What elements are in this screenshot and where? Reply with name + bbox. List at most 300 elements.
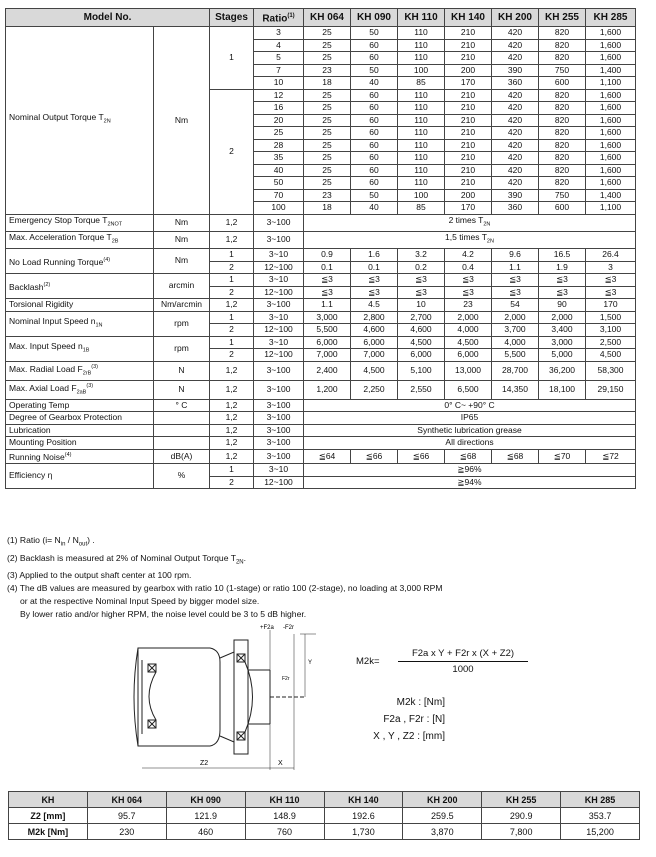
table-cell: 25 (304, 52, 351, 65)
table-cell: 210 (445, 102, 492, 115)
footnote-4: (4) The dB values are measured by gearbox with ratio 10 (1-stage) or ratio 100 (2-stage), no loading at 3,000 RPM (7, 583, 443, 594)
table-cell: 35 (254, 152, 304, 165)
table-cell: 1,600 (586, 152, 636, 165)
table-cell: 12~100 (254, 324, 304, 337)
footnote-2: (2) Backlash is measured at 2% of Nominal Output Torque $T_{2N}$. (7, 552, 247, 566)
table-cell: 2 (210, 261, 254, 274)
z2-cell: 121.9 (166, 808, 245, 824)
table-cell: 1.6 (351, 249, 398, 262)
backlash-row (6, 274, 636, 287)
table-cell: 25 (304, 89, 351, 102)
footnotes (7, 534, 443, 621)
table-cell: 1 (210, 311, 254, 324)
table-cell: 420 (492, 89, 539, 102)
ratio-cell: 3~100 (254, 424, 304, 437)
table-cell: 4,600 (398, 324, 445, 337)
table-cell: ≦66 (351, 449, 398, 463)
table-cell: 3~10 (254, 311, 304, 324)
unit-cell: ° C (154, 399, 210, 412)
z2-cell: Z2 [mm] (9, 808, 88, 824)
m2k-cell: 7,800 (482, 824, 561, 840)
table-cell: 110 (398, 177, 445, 190)
m2k-cell: 230 (87, 824, 166, 840)
ratio-cell: 3~100 (254, 232, 304, 249)
table-cell: 820 (539, 152, 586, 165)
table-cell: 1,100 (586, 77, 636, 90)
table-cell: 110 (398, 52, 445, 65)
table-cell: ≦68 (445, 449, 492, 463)
stage-cell: 1 (210, 27, 254, 90)
table-cell: 85 (398, 202, 445, 215)
table-cell: 1,2 (210, 449, 254, 463)
table-cell: 3~100 (254, 361, 304, 380)
table-cell: 750 (539, 64, 586, 77)
table-cell: 60 (351, 52, 398, 65)
table-cell: ≦3 (445, 286, 492, 299)
table-cell: 820 (539, 39, 586, 52)
m2k-cell: M2k [Nm] (9, 824, 88, 840)
table-cell: 60 (351, 127, 398, 140)
unit-cell: Nm (154, 249, 210, 274)
table-cell: 2,800 (351, 311, 398, 324)
table-cell: 40 (254, 164, 304, 177)
table-cell: 14,350 (492, 380, 539, 399)
table-cell: 110 (398, 127, 445, 140)
table-cell: 1,600 (586, 127, 636, 140)
model-col: KH 140 (445, 9, 492, 27)
table-cell: 2,550 (398, 380, 445, 399)
row-label: Running Noise$^{(4)}$ (6, 449, 154, 463)
table-cell: ≦3 (492, 286, 539, 299)
table-cell: 25 (304, 102, 351, 115)
z2-cell: 259.5 (403, 808, 482, 824)
unit-cell: N (154, 380, 210, 399)
table-cell: 170 (586, 299, 636, 312)
mounting-row (6, 437, 636, 450)
table-cell: 2,500 (586, 336, 636, 349)
table-cell: ≦3 (492, 274, 539, 287)
table-cell: 18 (304, 202, 351, 215)
table-cell: 420 (492, 177, 539, 190)
table-cell: 110 (398, 114, 445, 127)
table-cell: 360 (492, 202, 539, 215)
ratio-cell: 3~100 (254, 214, 304, 231)
torsional-row (6, 299, 636, 312)
table-cell: 600 (539, 202, 586, 215)
table-cell: 60 (351, 89, 398, 102)
table-cell: 23 (304, 189, 351, 202)
model-col: KH 110 (398, 9, 445, 27)
table-cell: 1.1 (492, 261, 539, 274)
table-cell: 110 (398, 89, 445, 102)
value-cell: 2 times $T_{2N}$ (304, 214, 636, 231)
table-cell: 12~100 (254, 261, 304, 274)
table-cell: 4 (254, 39, 304, 52)
table-cell: 4,000 (445, 324, 492, 337)
value-cell: IP65 (304, 412, 636, 425)
table-cell: 25 (304, 139, 351, 152)
row-label: Nominal Output Torque $T_{2N}$ (6, 27, 154, 215)
table-cell: 28 (254, 139, 304, 152)
m2k-header-cell: KH 090 (166, 792, 245, 808)
unit-cell: Nm/arcmin (154, 299, 210, 312)
table-cell: 12 (254, 89, 304, 102)
table-cell: 12~100 (254, 349, 304, 362)
table-cell: 40 (351, 77, 398, 90)
table-cell: 5,100 (398, 361, 445, 380)
table-cell: 110 (398, 152, 445, 165)
z2-cell: 95.7 (87, 808, 166, 824)
z2-cell: 353.7 (561, 808, 640, 824)
table-cell: 420 (492, 152, 539, 165)
value-cell: ≧94% (304, 476, 636, 489)
x-label: X (278, 760, 283, 767)
table-cell: 420 (492, 52, 539, 65)
table-cell: 110 (398, 27, 445, 40)
noload-row (6, 249, 636, 262)
unit-cell: Nm (154, 214, 210, 231)
ratio-cell: 3~100 (254, 399, 304, 412)
unit-cell: arcmin (154, 274, 210, 299)
stages-header: Stages (210, 9, 254, 27)
table-cell: 2,700 (398, 311, 445, 324)
table-cell: 25 (304, 27, 351, 40)
formula-numerator: F2a x Y + F2r x (X + Z2) (398, 648, 528, 662)
table-cell: 6,000 (304, 336, 351, 349)
table-cell: 60 (351, 114, 398, 127)
table-cell: 1,400 (586, 189, 636, 202)
model-header: Model No. (6, 9, 210, 27)
m2k-table (8, 791, 640, 840)
table-cell: 25 (304, 164, 351, 177)
row-label: Nominal Input Speed $n_{1N}$ (6, 311, 154, 336)
table-cell: 50 (351, 189, 398, 202)
table-cell: 4,500 (398, 336, 445, 349)
table-cell: ≦70 (539, 449, 586, 463)
table-cell: 25 (304, 177, 351, 190)
table-cell: 210 (445, 139, 492, 152)
table-cell: 1,400 (586, 64, 636, 77)
table-cell: 58,300 (586, 361, 636, 380)
m2k-cell: 15,200 (561, 824, 640, 840)
emergency-row (6, 214, 636, 231)
table-cell: ≦3 (586, 286, 636, 299)
table-cell: 100 (398, 64, 445, 77)
table-cell: 2,000 (539, 311, 586, 324)
table-cell: ≦66 (398, 449, 445, 463)
table-cell: 420 (492, 39, 539, 52)
model-col: KH 090 (351, 9, 398, 27)
table-cell: 4,500 (445, 336, 492, 349)
table-cell: 0.1 (304, 261, 351, 274)
table-cell: 90 (539, 299, 586, 312)
table-cell: 0.2 (398, 261, 445, 274)
stage-cell: 1,2 (210, 399, 254, 412)
table-cell: 3~100 (254, 380, 304, 399)
table-cell: 1,600 (586, 39, 636, 52)
table-cell: 820 (539, 114, 586, 127)
table-cell: 360 (492, 77, 539, 90)
table-cell: 750 (539, 189, 586, 202)
model-col: KH 064 (304, 9, 351, 27)
table-cell: 29,150 (586, 380, 636, 399)
table-cell: 50 (351, 64, 398, 77)
table-cell: 820 (539, 127, 586, 140)
footnote-4-cont2: By lower ratio and/or higher RPM, the noise level could be 3 to 5 dB higher. (20, 609, 307, 620)
table-cell: 6,500 (445, 380, 492, 399)
table-cell: 18,100 (539, 380, 586, 399)
table-cell: 820 (539, 27, 586, 40)
table-cell: ≦72 (586, 449, 636, 463)
legend-m2k: M2k : [Nm] (396, 697, 445, 708)
table-cell: 60 (351, 164, 398, 177)
table-cell: 1,100 (586, 202, 636, 215)
z2-cell: 148.9 (245, 808, 324, 824)
table-cell: 20 (254, 114, 304, 127)
table-cell: ≦3 (304, 286, 351, 299)
table-cell: 1,600 (586, 102, 636, 115)
footnote-1: (1) Ratio $(i= N_{in} / N_{out})$ . (7, 535, 95, 548)
table-cell: 0.4 (445, 261, 492, 274)
table-cell: 1,600 (586, 89, 636, 102)
table-cell: 13,000 (445, 361, 492, 380)
m2k-cell: 460 (166, 824, 245, 840)
stage-cell: 1,2 (210, 214, 254, 231)
model-col: KH 255 (539, 9, 586, 27)
table-cell: 170 (445, 77, 492, 90)
table-cell: 1,600 (586, 139, 636, 152)
table-cell: 60 (351, 102, 398, 115)
table-cell: 18 (304, 77, 351, 90)
table-cell: 7,000 (304, 349, 351, 362)
stage-cell: 1,2 (210, 412, 254, 425)
table-cell: 36,200 (539, 361, 586, 380)
table-cell: 1 (210, 249, 254, 262)
table-cell: 60 (351, 139, 398, 152)
stage-cell: 2 (210, 476, 254, 489)
value-cell: All directions (304, 437, 636, 450)
table-cell: ≦3 (351, 286, 398, 299)
table-cell: 420 (492, 139, 539, 152)
formula-denominator: 1000 (452, 664, 474, 675)
table-cell: 420 (492, 27, 539, 40)
table-cell: 210 (445, 89, 492, 102)
table-cell: 1 (210, 274, 254, 287)
unit-cell: rpm (154, 336, 210, 361)
table-cell: 1,600 (586, 114, 636, 127)
m2k-cell: 3,870 (403, 824, 482, 840)
table-cell: 1.1 (304, 299, 351, 312)
row-label: Emergency Stop Torque $T_{2NOT}$ (6, 214, 154, 231)
table-cell: 5 (254, 52, 304, 65)
m2k-cell: 1,730 (324, 824, 403, 840)
table-cell: 40 (351, 202, 398, 215)
ratio-cell: 12~100 (254, 476, 304, 489)
table-cell: 0.1 (351, 261, 398, 274)
table-cell: 60 (351, 152, 398, 165)
row-label: Max. Axial Load $F_{2aB}^{(3)}$ (6, 380, 154, 399)
table-cell: 210 (445, 127, 492, 140)
table-cell: 2,000 (492, 311, 539, 324)
table-cell: 5,000 (539, 349, 586, 362)
table-cell: 9.6 (492, 249, 539, 262)
table-cell: 820 (539, 102, 586, 115)
table-cell: 2 (210, 349, 254, 362)
table-cell: 23 (304, 64, 351, 77)
table-cell: 3 (586, 261, 636, 274)
table-cell: 210 (445, 177, 492, 190)
table-cell: 1,200 (304, 380, 351, 399)
torque-row (6, 27, 636, 40)
table-cell: 6,000 (351, 336, 398, 349)
f2r-label: -F2r (283, 625, 294, 631)
row-label: Max. Acceleration Torque $T_{2B}$ (6, 232, 154, 249)
table-cell: 25 (304, 114, 351, 127)
table-cell: 420 (492, 127, 539, 140)
ratio-cell: 3~100 (254, 437, 304, 450)
unit-cell (154, 437, 210, 450)
model-col: KH 200 (492, 9, 539, 27)
table-cell: 10 (254, 77, 304, 90)
table-cell: 3,000 (304, 311, 351, 324)
m2k-table-header (9, 792, 640, 808)
table-cell: 110 (398, 164, 445, 177)
f2a-label: +F2a (260, 625, 274, 631)
table-cell: 3~10 (254, 336, 304, 349)
table-cell: 3~10 (254, 274, 304, 287)
row-label: Mounting Position (6, 437, 154, 450)
z2-cell: 192.6 (324, 808, 403, 824)
ratio-header: Ratio$^{(1)}$ (254, 9, 304, 27)
table-cell: 54 (492, 299, 539, 312)
noise-row (6, 449, 636, 463)
table-cell: 0.9 (304, 249, 351, 262)
footnote-3: (3) Applied to the output shaft center at 100 rpm. (7, 570, 192, 581)
m2k-table-m2k-row (9, 824, 640, 840)
stage-cell: 1,2 (210, 437, 254, 450)
table-cell: 110 (398, 139, 445, 152)
table-cell: 100 (254, 202, 304, 215)
table-cell: 2 (210, 286, 254, 299)
table-cell: 4,000 (492, 336, 539, 349)
table-cell: 390 (492, 189, 539, 202)
table-cell: 60 (351, 39, 398, 52)
m2k-header-cell: KH 285 (561, 792, 640, 808)
table-cell: 2 (210, 324, 254, 337)
table-cell: 60 (351, 177, 398, 190)
row-label: No Load Running Torque$^{(4)}$ (6, 249, 154, 274)
m2k-header-cell: KH 140 (324, 792, 403, 808)
row-label: Degree of Gearbox Protection (6, 412, 154, 425)
table-cell: 200 (445, 189, 492, 202)
row-label: Backlash$^{(2)}$ (6, 274, 154, 299)
table-cell: 7 (254, 64, 304, 77)
axial-row (6, 380, 636, 399)
m2k-table-z2-row (9, 808, 640, 824)
table-cell: ≦3 (586, 274, 636, 287)
value-cell: 1,5 times $T_{2N}$ (304, 232, 636, 249)
table-cell: 25 (254, 127, 304, 140)
table-cell: 4,500 (586, 349, 636, 362)
stage-cell: 1,2 (210, 424, 254, 437)
table-cell: 820 (539, 89, 586, 102)
table-cell: 3~100 (254, 299, 304, 312)
table-cell: 210 (445, 114, 492, 127)
table-cell: 1,2 (210, 299, 254, 312)
table-cell: 4.5 (351, 299, 398, 312)
value-cell: Synthetic lubrication grease (304, 424, 636, 437)
efficiency-row (6, 464, 636, 477)
model-col: KH 285 (586, 9, 636, 27)
protection-row (6, 412, 636, 425)
legend-dims: X , Y , Z2 : [mm] (373, 731, 445, 742)
table-cell: ≦68 (492, 449, 539, 463)
operating-row (6, 399, 636, 412)
table-cell: 1,600 (586, 164, 636, 177)
table-cell: 3 (254, 27, 304, 40)
row-label: Torsional Rigidity (6, 299, 154, 312)
table-cell: 210 (445, 27, 492, 40)
table-cell: 25 (304, 152, 351, 165)
table-cell: 2,250 (351, 380, 398, 399)
table-cell: 28,700 (492, 361, 539, 380)
table-cell: 1 (210, 336, 254, 349)
table-cell: 420 (492, 102, 539, 115)
table-cell: ≦3 (539, 274, 586, 287)
table-cell: 25 (304, 39, 351, 52)
table-cell: 2,400 (304, 361, 351, 380)
value-cell: ≧96% (304, 464, 636, 477)
table-cell: 16.5 (539, 249, 586, 262)
legend-forces: F2a , F2r : [N] (383, 714, 445, 725)
unit-cell: Nm (154, 27, 210, 215)
table-cell: 1,500 (586, 311, 636, 324)
unit-cell: rpm (154, 311, 210, 336)
accel-row (6, 232, 636, 249)
y-label: Y (308, 660, 313, 666)
table-cell: 6,000 (445, 349, 492, 362)
table-cell: 7,000 (351, 349, 398, 362)
header-row (6, 9, 636, 27)
table-cell: 600 (539, 77, 586, 90)
table-cell: 1,600 (586, 177, 636, 190)
table-cell: 420 (492, 114, 539, 127)
lubrication-row (6, 424, 636, 437)
table-cell: 85 (398, 77, 445, 90)
unit-cell: N (154, 361, 210, 380)
table-cell: ≦3 (398, 274, 445, 287)
table-cell: 1,2 (210, 380, 254, 399)
row-label: Lubrication (6, 424, 154, 437)
table-cell: 1,2 (210, 361, 254, 380)
table-cell: 820 (539, 52, 586, 65)
table-cell: 10 (398, 299, 445, 312)
table-cell: 4,600 (351, 324, 398, 337)
stage-cell: 2 (210, 89, 254, 214)
row-label: Operating Temp (6, 399, 154, 412)
table-cell: 3,100 (586, 324, 636, 337)
row-label: Max. Radial Load $F_{2rB}^{(3)}$ (6, 361, 154, 380)
value-cell: 0° C~ +90° C (304, 399, 636, 412)
footnote-4-cont: or at the respective Nominal Input Speed by bigger model size. (20, 596, 260, 607)
table-cell: 210 (445, 164, 492, 177)
table-cell: 820 (539, 139, 586, 152)
table-cell: 200 (445, 64, 492, 77)
z2-cell: 290.9 (482, 808, 561, 824)
table-cell: 3~100 (254, 449, 304, 463)
table-cell: 820 (539, 177, 586, 190)
table-cell: 820 (539, 164, 586, 177)
